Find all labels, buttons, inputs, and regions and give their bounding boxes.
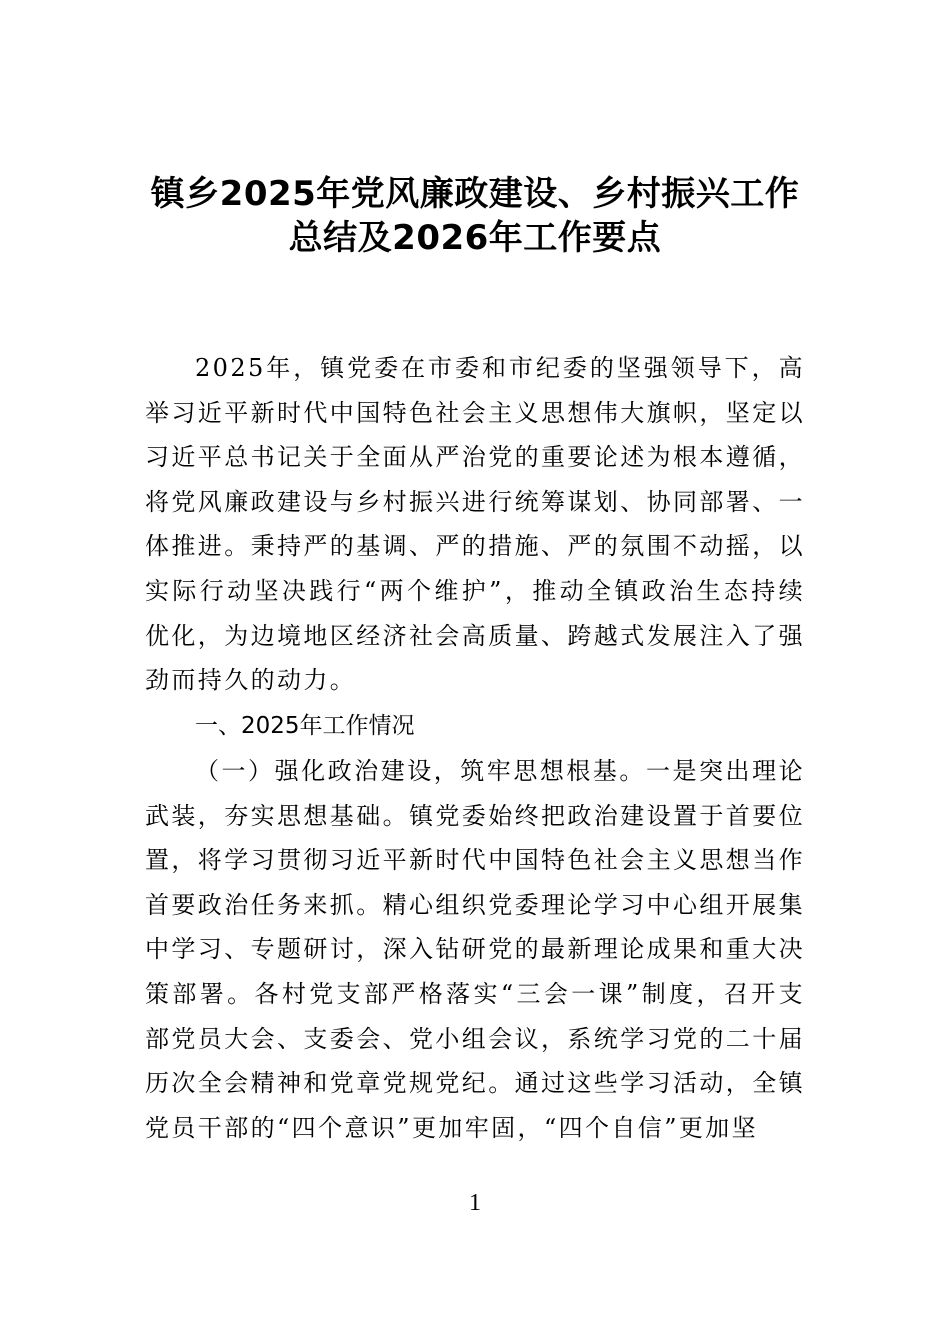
paragraph-political-building: （一）强化政治建设，筑牢思想根基。一是突出理论武装，夯实思想基础。镇党委始终把政治建设置于首要位置，将学习贯彻习近平新时代中国特色社会主义思想当作首要政治任务来抓。精心组织党委理论学习中心组开展集中学习、专题研讨，深入钻研党的最新理论成果和重大决策部署。各村党支部严格落实“三会一课”制度，召开支部党员大会、支委会、党小组会议，系统学习党的二十届历次全会精神和党章党规党纪。通过这些学习活动，全镇党员干部的“四个意识”更加牢固，“四个自信”更加坚 xyxy=(145,757,805,1142)
section-heading-1: 一、2025年工作情况 xyxy=(195,713,415,739)
document-title-line-1: 镇乡2025年党风廉政建设、乡村振兴工作 xyxy=(150,174,800,214)
document-title-line-2: 总结及2026年工作要点 xyxy=(288,218,662,258)
page-number: 1 xyxy=(469,1190,481,1216)
paragraph-intro: 2025年，镇党委在市委和市纪委的坚强领导下，高举习近平新时代中国特色社会主义思想伟大旗帜，坚定以习近平总书记关于全面从严治党的重要论述为根本遵循，将党风廉政建设与乡村振兴进行统筹谋划、协同部署、一体推进。秉持严的基调、严的措施、严的氛围不动摇，以实际行动坚决践行“两个维护”，推动全镇政治生态持续优化，为边境地区经济社会高质量、跨越式发展注入了强劲而持久的动力。 xyxy=(145,354,805,695)
